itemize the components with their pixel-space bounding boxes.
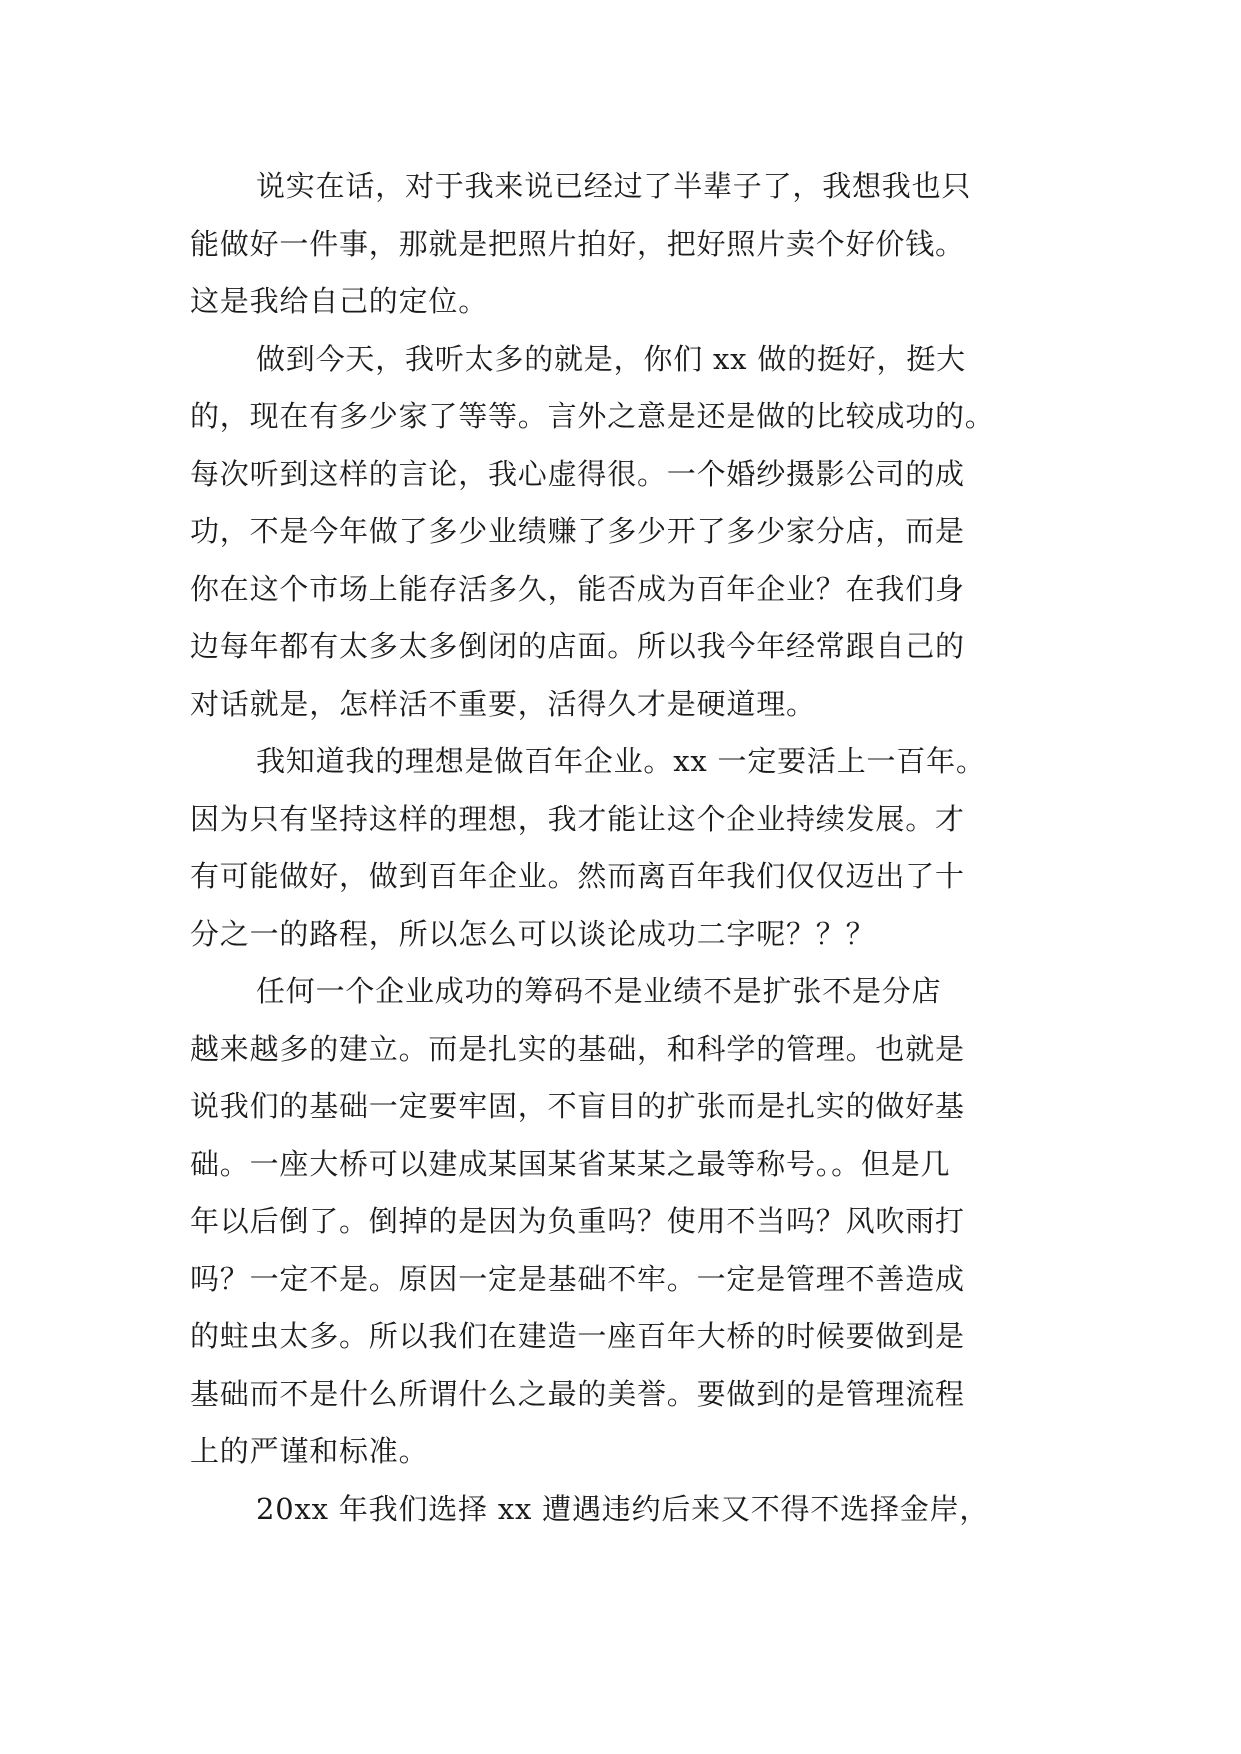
text-line: 边每年都有太多太多倒闭的店面。所以我今年经常跟自己的 [190,629,965,663]
paragraph-1 [190,158,1060,331]
text-line: 做到今天，我听太多的就是，你们 xx 做的挺好，挺大 [256,341,966,376]
text-line: 分之一的路程，所以怎么可以谈论成功二字呢？？？ [190,916,876,951]
text-line: 你在这个市场上能存活多久，能否成为百年企业？在我们身 [190,571,965,606]
text-line: 吗？一定不是。原因一定是基础不牢。一定是管理不善造成 [190,1261,965,1296]
text-line: 说实在话，对于我来说已经过了半辈子了，我想我也只 [256,169,972,203]
text-line: 越来越多的建立。而是扎实的基础，和科学的管理。也就是 [190,1031,965,1066]
text-line: 对话就是，怎样活不重要，活得久才是硬道理。 [190,686,816,721]
text-line: 每次听到这样的言论，我心虚得很。一个婚纱摄影公司的成 [190,456,965,491]
text-line: 我知道我的理想是做百年企业。xx 一定要活上一百年。 [256,744,986,778]
text-line: 这是我给自己的定位。 [190,284,489,318]
text-line: 的，现在有多少家了等等。言外之意是还是做的比较成功的。 [190,399,995,433]
paragraph-5 [190,1481,1060,1539]
text-line: 任何一个企业成功的筹码不是业绩不是扩张不是分店 [256,974,942,1008]
text-line: 因为只有坚持这样的理想，我才能让这个企业持续发展。才 [190,801,965,836]
text-line: 20xx 年我们选择 xx 遭遇违约后来又不得不选择金岸， [256,1491,990,1526]
text-line: 年以后倒了。倒掉的是因为负重吗？使用不当吗？风吹雨打 [190,1204,965,1238]
paragraph-2 [190,331,1060,734]
text-line: 的蛀虫太多。所以我们在建造一座百年大桥的时候要做到是 [190,1319,965,1353]
body-text [190,158,1060,1538]
paragraph-3 [190,733,1060,963]
text-line: 有可能做好，做到百年企业。然而离百年我们仅仅迈出了十 [190,859,965,893]
paragraph-4 [190,963,1060,1481]
text-line: 功，不是今年做了多少业绩赚了多少开了多少家分店，而是 [190,514,965,548]
text-line: 础。一座大桥可以建成某国某省某某之最等称号。。但是几 [190,1146,951,1181]
text-line: 说我们的基础一定要牢固，不盲目的扩张而是扎实的做好基 [190,1089,965,1123]
text-line: 上的严谨和标准。 [190,1434,429,1468]
text-line: 基础而不是什么所谓什么之最的美誉。要做到的是管理流程 [190,1376,965,1411]
text-line: 能做好一件事，那就是把照片拍好，把好照片卖个好价钱。 [190,226,965,261]
